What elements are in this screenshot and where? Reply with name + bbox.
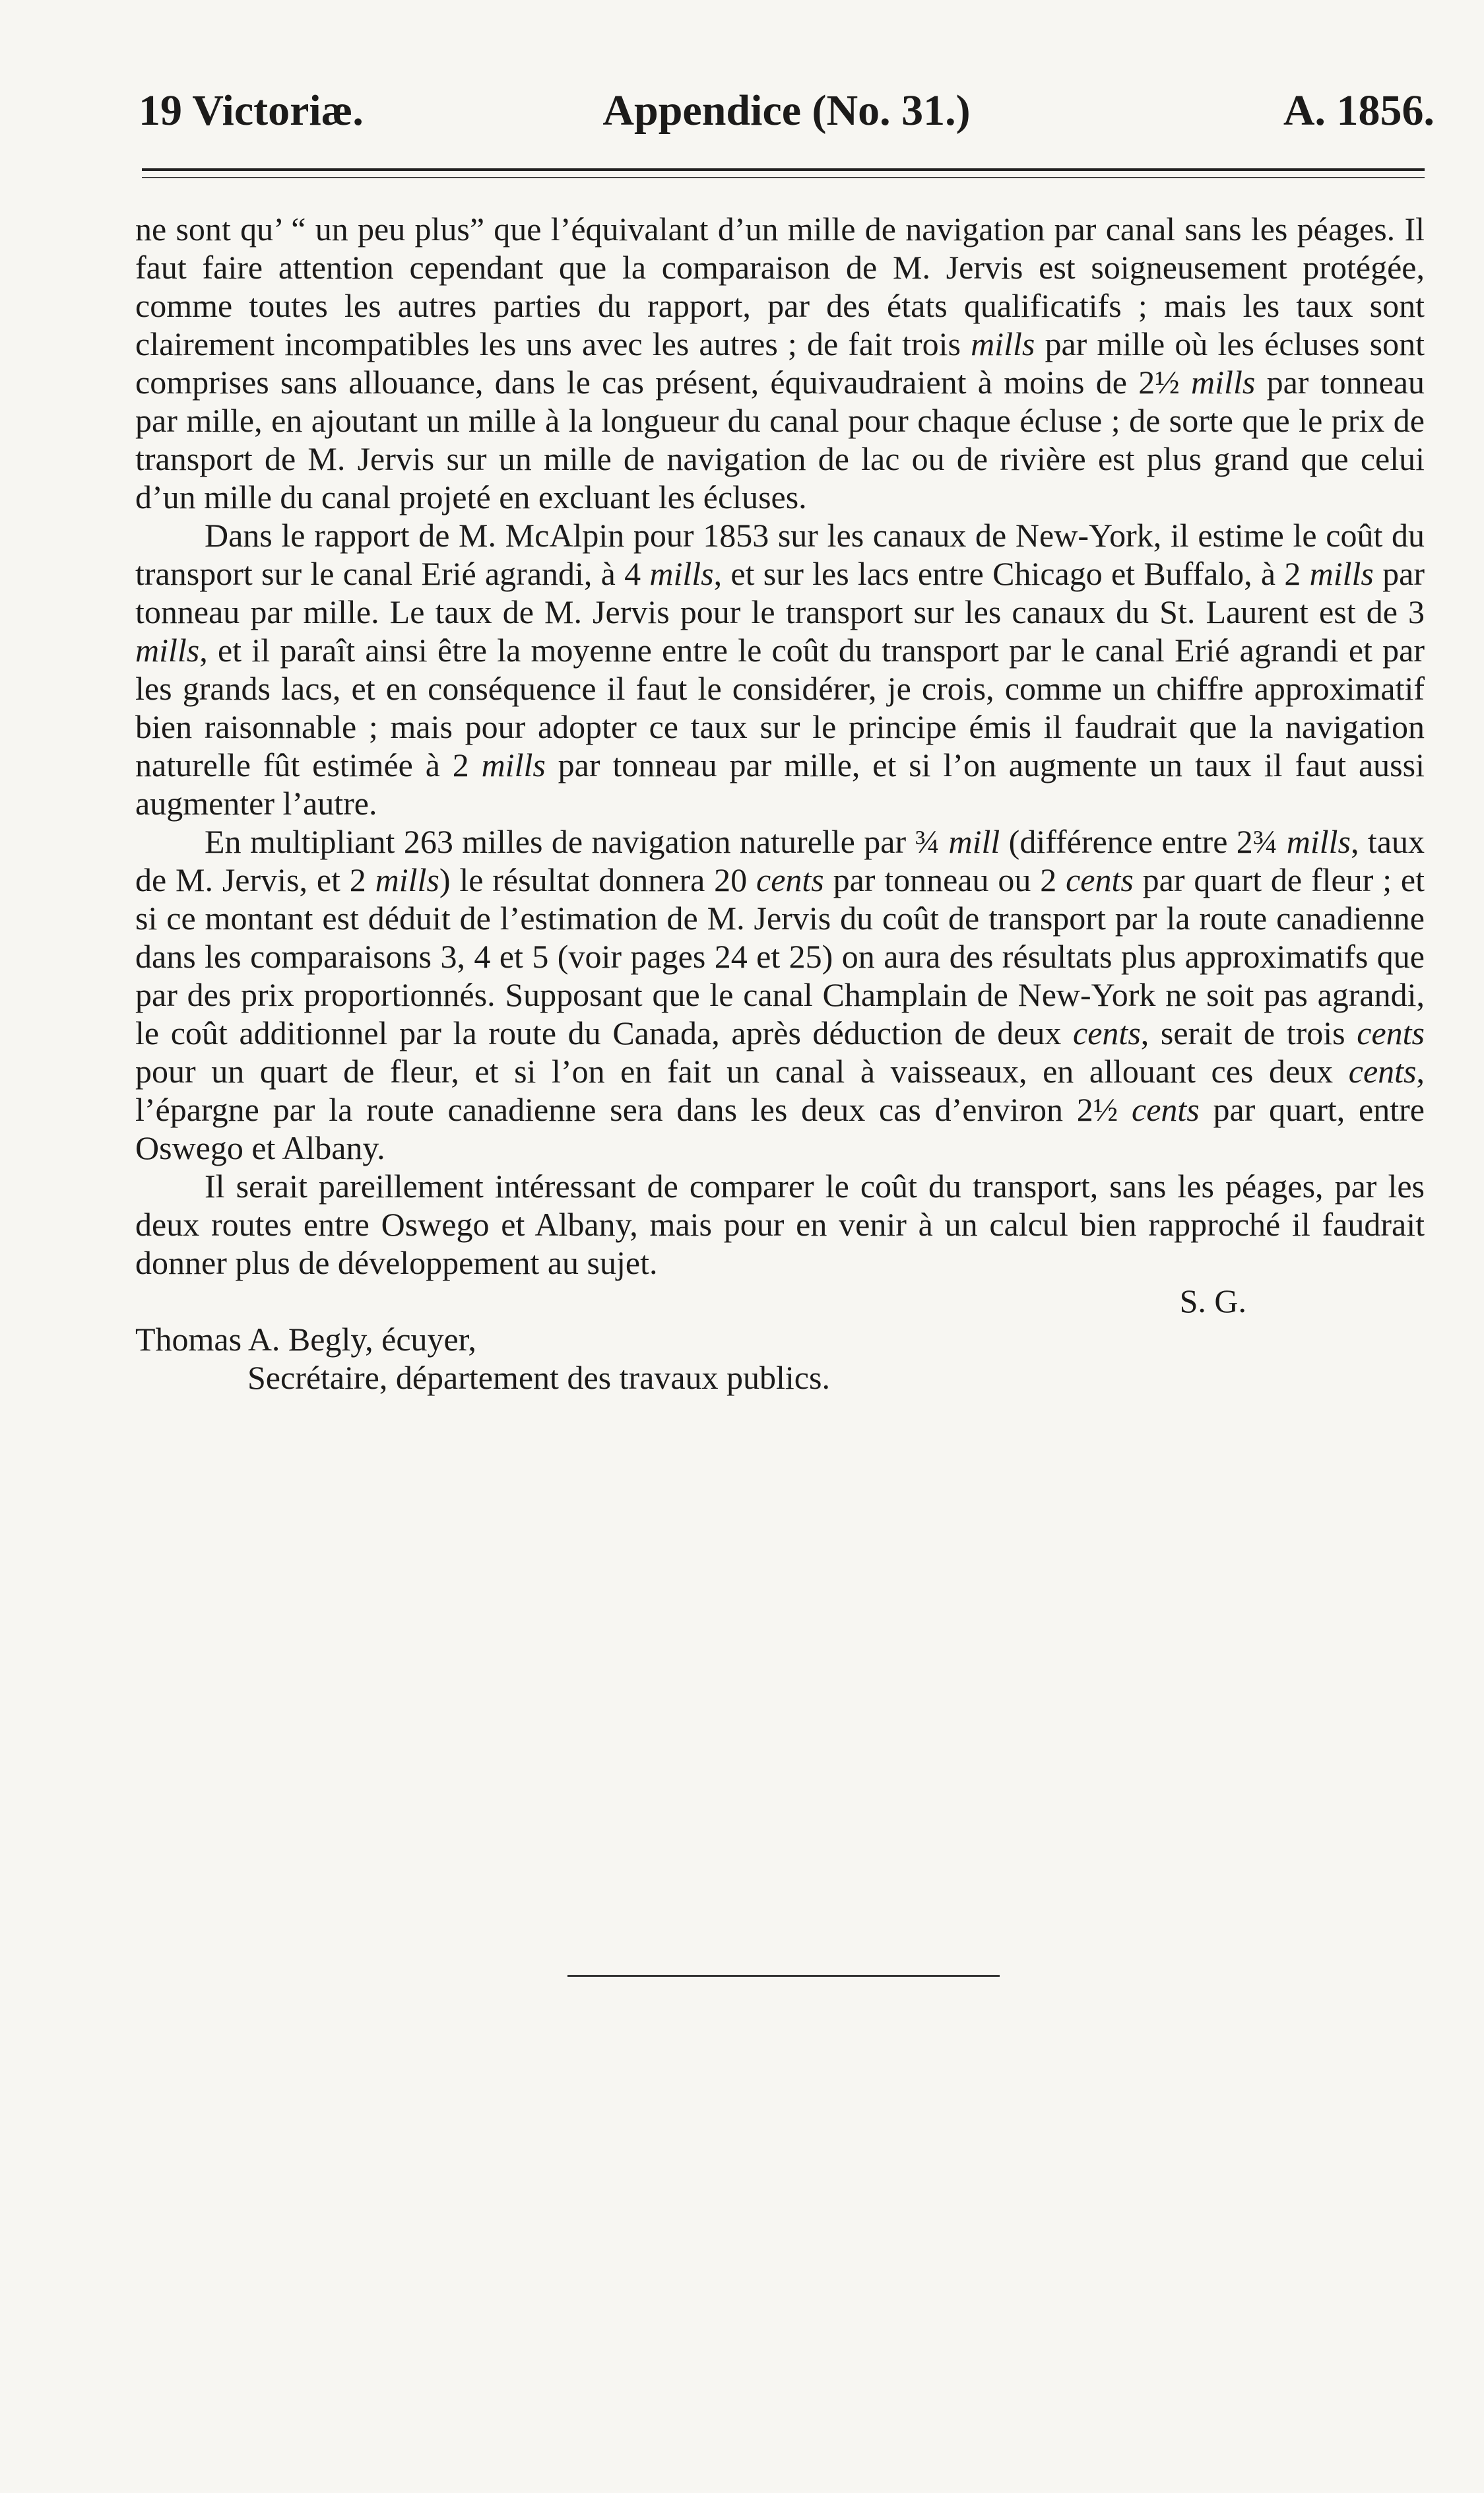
italic-run: mills xyxy=(1309,555,1374,592)
text-run: , et sur les lacs entre Chicago et Buffalo, à 2 xyxy=(713,555,1310,592)
body-text xyxy=(135,210,1425,1397)
text-run: par tonneau par mille, et si l’on augmente un taux il faut aussi augmenter l’autre. xyxy=(135,747,1425,822)
page-header xyxy=(139,86,1435,152)
text-run: par quart de fleur ; et si ce montant est déduit de l’estimation de M. Jervis du coût de transport par la route canadienne dans les comparaisons 3, 4 et 5 (voir pages 24 et 25) on aura des résultats plus approximatifs que par des prix proportionnés. Supposant que le canal Champlain de New-York ne soit pas agrandi, le coût additionnel par la route du Canada, après déduction de deux xyxy=(135,861,1425,1051)
italic-run: cents xyxy=(1357,1014,1425,1051)
paragraph-list xyxy=(135,210,1425,1282)
italic-run: cents xyxy=(1132,1091,1200,1128)
end-rule xyxy=(567,1975,1000,1977)
text-run: par mille où les écluses sont comprises sans allouance, dans le cas présent, équivaudraient à moins de 2½ xyxy=(135,325,1425,401)
text-run: , taux de M. Jervis, et 2 xyxy=(135,823,1425,898)
text-run: par tonneau par mille. Le taux de M. Jervis pour le transport sur les canaux du St. Laurent est de 3 xyxy=(135,555,1425,630)
addressee-block xyxy=(135,1320,1425,1397)
header-rule-thick xyxy=(142,168,1425,171)
text-run: par quart, entre Oswego et Albany. xyxy=(135,1091,1425,1166)
italic-run: mills xyxy=(375,861,439,898)
italic-run: cents xyxy=(1073,1014,1141,1051)
text-run: Dans le rapport de M. McAlpin pour 1853 sur les canaux de New-York, il estime le coût du transport sur le canal Erié agrandi, à 4 xyxy=(135,517,1425,592)
paragraph xyxy=(135,822,1425,1167)
italic-run: mills xyxy=(971,325,1035,362)
text-run: ) le résultat donnera 20 xyxy=(439,861,757,898)
header-volume: 19 Victoriæ. xyxy=(139,86,364,135)
header-year: A. 1856. xyxy=(1283,86,1435,135)
text-run: Il serait pareillement intéressant de comparer le coût du transport, sans les péages, par les deux routes entre Oswego et Albany, mais pour en venir à un calcul bien rapproché il faudrait donner plus de développement au sujet. xyxy=(135,1168,1425,1281)
addressee-name: Thomas A. Begly, écuyer, xyxy=(135,1321,476,1358)
italic-run: mill xyxy=(948,823,1000,860)
italic-run: mills xyxy=(135,632,200,669)
italic-run: cents xyxy=(756,861,824,898)
paragraph xyxy=(135,1167,1425,1282)
text-run: ne sont qu’ “ un peu plus” que l’équivalant d’un mille de navigation par canal sans les péages. Il faut faire attention cependant que la comparaison de M. Jervis est soigneusement protégée, comme toutes les autres parties du rapport, par des états qualificatifs ; mais les taux sont clairement incompatibles les uns avec les autres ; de fait trois xyxy=(135,211,1425,362)
text-run: pour un quart de fleur, et si l’on en fait un canal à vaisseaux, en allouant ces deux xyxy=(135,1053,1349,1090)
italic-run: mills xyxy=(649,555,714,592)
signature: S. G. xyxy=(1179,1282,1246,1319)
addressee-title: Secrétaire, département des travaux publics. xyxy=(247,1359,830,1396)
italic-run: mills xyxy=(481,747,546,783)
italic-run: mills xyxy=(1191,364,1256,401)
paragraph xyxy=(135,516,1425,822)
paragraph xyxy=(135,210,1425,516)
text-run: par tonneau par mille, en ajoutant un mille à la longueur du canal pour chaque écluse ; de sorte que le prix de transport de M. Jervis sur un mille de navigation de lac ou de rivière est plus grand que celui d’un mille du canal projeté en excluant les écluses. xyxy=(135,364,1425,515)
text-run: par tonneau ou 2 xyxy=(823,861,1066,898)
header-appendix: Appendice (No. 31.) xyxy=(602,86,971,135)
text-run: , serait de trois xyxy=(1140,1014,1357,1051)
text-run: En multipliant 263 milles de navigation naturelle par ¾ xyxy=(205,823,949,860)
italic-run: cents xyxy=(1066,861,1134,898)
text-run: , et il paraît ainsi être la moyenne entre le coût du transport par le canal Erié agrandi et par les grands lacs, et en conséquence il faut le considérer, je crois, comme un chiffre approximatif bien raisonnable ; mais pour adopter ce taux sur le principe émis il faudrait que la navigation naturelle fût estimée à 2 xyxy=(135,632,1425,783)
text-run: , l’épargne par la route canadienne sera dans les deux cas d’environ 2½ xyxy=(135,1053,1425,1128)
italic-run: mills xyxy=(1286,823,1351,860)
header-rule-thin xyxy=(142,177,1425,178)
text-run: (différence entre 2¾ xyxy=(1000,823,1287,860)
italic-run: cents xyxy=(1348,1053,1417,1090)
